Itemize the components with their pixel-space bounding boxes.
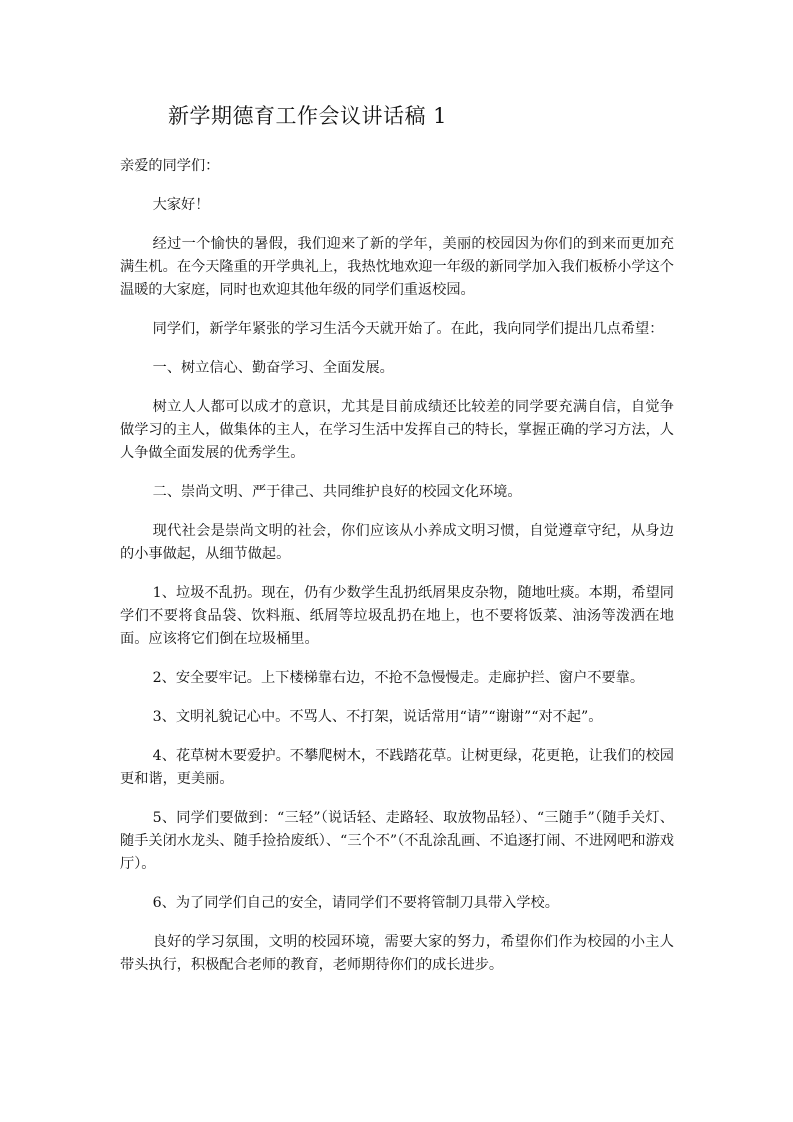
list-item: 5、同学们要做到：“三轻”（说话轻、走路轻、取放物品轻）、“三随手”（随手关灯、随手关闭水龙头、随手捡拾废纸）、“三个不”（不乱涂乱画、不追逐打闹、不进网吧和游戏厅）。 <box>120 810 674 872</box>
document-title: 新学期德育工作会议讲话稿 1 <box>168 104 448 128</box>
body-paragraph: 经过一个愉快的暑假，我们迎来了新的学年，美丽的校园因为你们的到来而更加充满生机。在今天隆重的开学典礼上，我热忱地欢迎一年级的新同学加入我们板桥小学这个温暖的大家庭，同时也欢迎其他年级的同学们重返校园。 <box>120 236 674 298</box>
list-item: 2、安全要牢记。上下楼梯靠右边，不抢不急慢慢走。走廊护拦、窗户不要靠。 <box>152 670 645 686</box>
document-body <box>120 155 674 977</box>
list-item: 4、花草树木要爱护。不攀爬树木，不践踏花草。让树更绿，花更艳，让我们的校园更和谐，更美丽。 <box>120 748 674 787</box>
list-item: 3、文明礼貌记心中。不骂人、不打架，说话常用“请”“谢谢”“对不起”。 <box>152 709 603 725</box>
list-item: 1、垃圾不乱扔。现在，仍有少数学生乱扔纸屑果皮杂物，随地吐痰。本期，希望同学们不要将食品袋、饮料瓶、纸屑等垃圾乱扔在地上，也不要将饭菜、油汤等泼洒在地面。应该将它们倒在垃圾桶里。 <box>120 585 674 647</box>
closing-paragraph: 良好的学习氛围，文明的校园环境，需要大家的努力，希望你们作为校园的小主人带头执行，积极配合老师的教育，老师期待你们的成长进步。 <box>120 934 674 973</box>
body-paragraph: 现代社会是崇尚文明的社会，你们应该从小养成文明习惯，自觉遵章守纪，从身边的小事做起，从细节做起。 <box>120 523 674 562</box>
list-item: 6、为了同学们自己的安全，请同学们不要将管制刀具带入学校。 <box>152 895 559 911</box>
section-heading: 二、崇尚文明、严于律己、共同维护良好的校园文化环境。 <box>152 484 522 500</box>
body-paragraph: 同学们，新学年紧张的学习生活今天就开始了。在此，我向同学们提出几点希望： <box>152 321 664 337</box>
salutation: 亲爱的同学们： <box>120 158 220 174</box>
greeting: 大家好！ <box>152 197 210 213</box>
body-paragraph: 树立人人都可以成才的意识，尤其是目前成绩还比较差的同学要充满自信，自觉争做学习的主人，做集体的主人，在学习生活中发挥自己的特长，掌握正确的学习方法，人人争做全面发展的优秀学生。 <box>120 399 674 461</box>
section-heading: 一、树立信心、勤奋学习、全面发展。 <box>152 360 394 376</box>
